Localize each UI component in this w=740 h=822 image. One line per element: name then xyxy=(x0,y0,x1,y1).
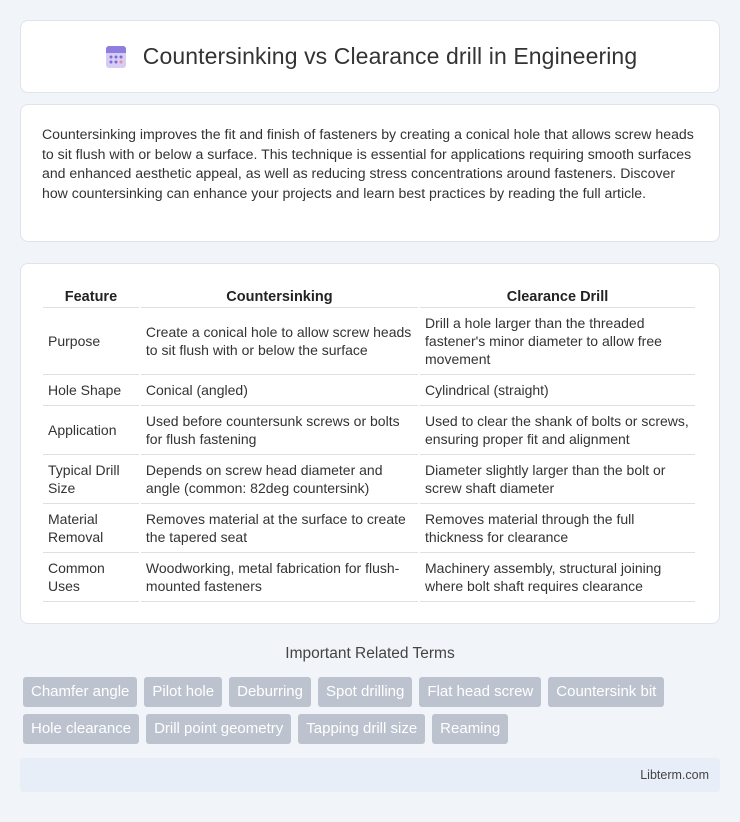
row-feature: Material Removal xyxy=(43,504,139,553)
table-row xyxy=(43,308,695,375)
table-row xyxy=(43,455,695,504)
table-row xyxy=(43,375,695,406)
row-countersinking: Woodworking, metal fabrication for flush-mounted fasteners xyxy=(141,553,418,602)
tag-countersink-bit[interactable]: Countersink bit xyxy=(548,677,664,707)
tag-chamfer-angle[interactable]: Chamfer angle xyxy=(23,677,137,707)
table-row xyxy=(43,553,695,602)
row-countersinking: Conical (angled) xyxy=(141,375,418,406)
calculator-icon xyxy=(103,44,129,70)
row-feature: Typical Drill Size xyxy=(43,455,139,504)
table-row xyxy=(43,504,695,553)
title-card xyxy=(20,20,720,93)
header-feature: Feature xyxy=(43,282,139,308)
table-row xyxy=(43,406,695,455)
tag-deburring[interactable]: Deburring xyxy=(229,677,311,707)
tag-drill-point-geometry[interactable]: Drill point geometry xyxy=(146,714,291,744)
comparison-table xyxy=(41,282,697,602)
table-header-row xyxy=(43,282,695,308)
comparison-table-card xyxy=(20,263,720,624)
tag-spot-drilling[interactable]: Spot drilling xyxy=(318,677,412,707)
tag-tapping-drill-size[interactable]: Tapping drill size xyxy=(298,714,425,744)
tag-reaming[interactable]: Reaming xyxy=(432,714,508,744)
row-feature: Common Uses xyxy=(43,553,139,602)
row-clearance-drill: Cylindrical (straight) xyxy=(420,375,695,406)
footer xyxy=(20,758,720,792)
row-feature: Purpose xyxy=(43,308,139,375)
row-clearance-drill: Used to clear the shank of bolts or screws, ensuring proper fit and alignment xyxy=(420,406,695,455)
row-countersinking: Create a conical hole to allow screw heads to sit flush with or below the surface xyxy=(141,308,418,375)
header-countersinking: Countersinking xyxy=(141,282,418,308)
page-title: Countersinking vs Clearance drill in Engineering xyxy=(142,43,638,69)
related-terms-list xyxy=(23,677,723,744)
row-feature: Application xyxy=(43,406,139,455)
footer-brand-link[interactable]: Libterm.com xyxy=(640,768,709,782)
row-clearance-drill: Diameter slightly larger than the bolt or screw shaft diameter xyxy=(420,455,695,504)
row-countersinking: Removes material at the surface to create the tapered seat xyxy=(141,504,418,553)
row-countersinking: Used before countersunk screws or bolts for flush fastening xyxy=(141,406,418,455)
related-terms-heading: Important Related Terms xyxy=(285,645,455,662)
row-clearance-drill: Removes material through the full thickness for clearance xyxy=(420,504,695,553)
tag-flat-head-screw[interactable]: Flat head screw xyxy=(419,677,541,707)
intro-text: Countersinking improves the fit and finish of fasteners by creating a conical hole that allows screw heads to sit flush with or below a surface. This technique is essential for applications requiring smooth surfaces and enhanced aesthetic appeal, as well as reducing stress concentrations around fasteners. Discover how countersinking can enhance your projects and learn best practices by reading the full article. xyxy=(42,126,694,201)
header-clearance-drill: Clearance Drill xyxy=(420,282,695,308)
intro-card xyxy=(20,104,720,242)
tag-hole-clearance[interactable]: Hole clearance xyxy=(23,714,139,744)
row-countersinking: Depends on screw head diameter and angle (common: 82deg countersink) xyxy=(141,455,418,504)
row-clearance-drill: Machinery assembly, structural joining where bolt shaft requires clearance xyxy=(420,553,695,602)
tag-pilot-hole[interactable]: Pilot hole xyxy=(144,677,222,707)
row-feature: Hole Shape xyxy=(43,375,139,406)
row-clearance-drill: Drill a hole larger than the threaded fastener's minor diameter to allow free movement xyxy=(420,308,695,375)
